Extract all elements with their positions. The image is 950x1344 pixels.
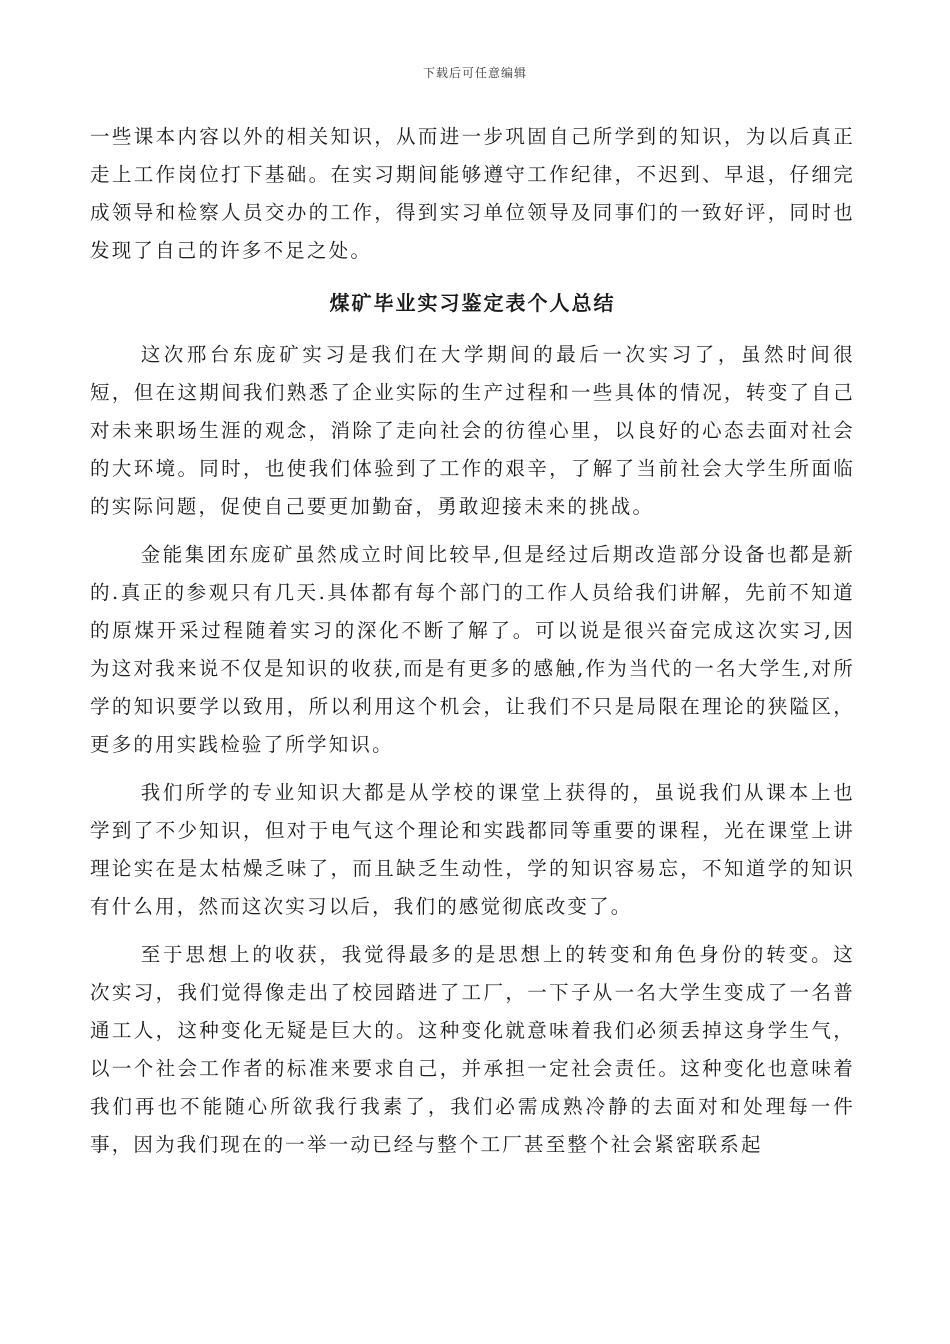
document-body (90, 118, 855, 1164)
section-title: 煤矿毕业实习鉴定表个人总结 (329, 291, 616, 315)
paragraph-gap (90, 926, 855, 936)
paragraph-gap (90, 526, 855, 536)
body-paragraph-3: 我们所学的专业知识大都是从学校的课堂上获得的，虽说我们从课本上也学到了不少知识，但对于电气这个理论和实践都同等重要的课程，光在课堂上讲理论实在是太枯燥乏味了，而且缺乏生动性，学的知识容易忘，不知道学的知识有什么用，然而这次实习以后，我们的感觉彻底改变了。 (90, 781, 855, 918)
intro-paragraph: 一些课本内容以外的相关知识，从而进一步巩固自己所学到的知识，为以后真正走上工作岗位打下基础。在实习期间能够遵守工作纪律，不迟到、早退，仔细完成领导和检察人员交办的工作，得到实习单位领导及同事们的一致好评，同时也发现了自己的许多不足之处。 (90, 125, 855, 262)
body-paragraph-1: 这次邢台东庞矿实习是我们在大学期间的最后一次实习了，虽然时间很短，但在这期间我们熟悉了企业实际的生产过程和一些具体的情况，转变了自己对未来职场生涯的观念，消除了走向社会的彷徨心里，以良好的心态去面对社会的大环境。同时，也使我们体验到了工作的艰辛，了解了当前社会大学生所面临的实际问题，促使自己要更加勤奋，勇敢迎接未来的挑战。 (90, 343, 855, 518)
body-paragraph-4: 至于思想上的收获，我觉得最多的是思想上的转变和角色身份的转变。这次实习，我们觉得像走出了校园踏进了工厂，一下子从一名大学生变成了一名普通工人，这种变化无疑是巨大的。这种变化就意味着我们必须丢掉这身学生气，以一个社会工作者的标准来要求自己，并承担一定社会责任。这种变化也意味着我们再也不能随心所欲我行我素了，我们必需成熟冷静的去面对和处理每一件事，因为我们现在的一举一动已经与整个工厂甚至整个社会紧密联系起 (90, 943, 855, 1156)
paragraph-gap (90, 764, 855, 774)
header-note: 下载后可任意编辑 (422, 66, 527, 80)
body-paragraph-2: 金能集团东庞矿虽然成立时间比较早,但是经过后期改造部分设备也都是新的.真正的参观只有几天.具体都有每个部门的工作人员给我们讲解，先前不知道的原煤开采过程随着实习的深化不断了解了。可以说是很兴奋完成这次实习,因为这对我来说不仅是知识的收获,而是有更多的感触,作为当代的一名大学生,对所学的知识要学以致用，所以利用这个机会，让我们不只是局限在理论的狭隘区，更多的用实践检验了所学知识。 (90, 543, 855, 756)
